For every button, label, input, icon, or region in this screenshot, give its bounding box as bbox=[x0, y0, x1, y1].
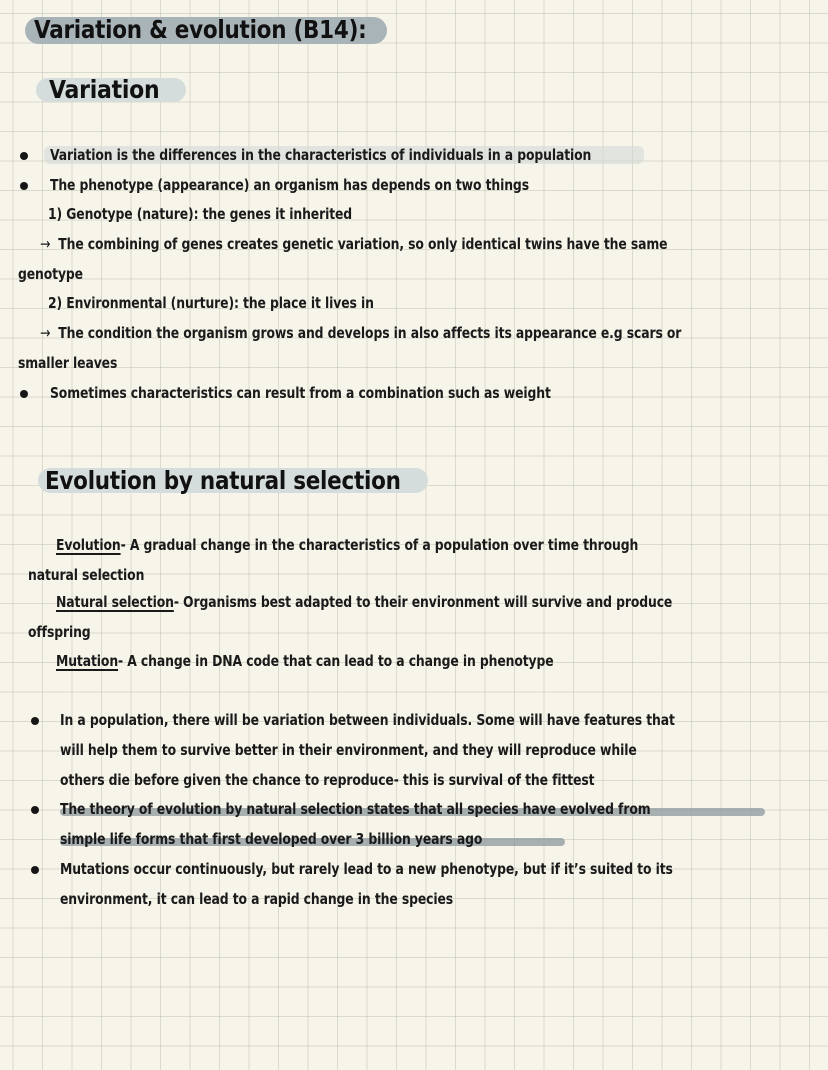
definition-term: Evolution bbox=[56, 536, 121, 554]
evolution-bullet-2-line2 bbox=[60, 829, 588, 849]
definition-term: Natural selection bbox=[56, 593, 174, 611]
evolution-bullet-3-line2 bbox=[60, 889, 551, 909]
evolution-bullet-2-line1 bbox=[60, 799, 798, 819]
bullet-icon bbox=[20, 390, 28, 398]
genotype-detail-text-2: genotype bbox=[18, 265, 83, 283]
definition-text: - A change in DNA code that can lead to a change in phenotype bbox=[118, 652, 554, 670]
genotype-line bbox=[48, 204, 428, 224]
arrow-right-icon: → bbox=[40, 324, 51, 342]
variation-heading bbox=[49, 74, 174, 106]
page-title-text: Variation & evolution (B14): bbox=[34, 15, 367, 44]
evolution-bullet-3-line1 bbox=[60, 859, 826, 879]
definition-text: - A gradual change in the characteristics of a population over time through bbox=[120, 536, 639, 554]
evolution-bullet-text: others die before given the chance to reproduce- this is survival of the fittest bbox=[60, 771, 595, 789]
definition-natural-selection bbox=[56, 592, 826, 612]
definition-mutation bbox=[56, 651, 678, 671]
evolution-bullet-1-line1 bbox=[60, 710, 828, 730]
evolution-bullet-text: Mutations occur continuously, but rarely lead to a new phenotype, but if it’s suited to its bbox=[60, 860, 673, 878]
definition-evolution-line2 bbox=[28, 565, 173, 585]
definition-text: - Organisms best adapted to their environment will survive and produce bbox=[173, 593, 673, 611]
variation-heading-text: Variation bbox=[49, 75, 160, 104]
evolution-bullet-text: The theory of evolution by natural selection states that all species have evolved from bbox=[60, 800, 651, 818]
environmental-line bbox=[48, 293, 455, 313]
bullet-icon bbox=[20, 182, 28, 190]
genotype-text: : the genes it inherited bbox=[193, 205, 353, 223]
variation-bullet-2 bbox=[50, 175, 649, 195]
genotype-detail-line1 bbox=[40, 234, 824, 254]
variation-bullet-2-text: The phenotype (appearance) an organism has depends on two things bbox=[50, 176, 529, 194]
evolution-bullet-1-line3 bbox=[60, 770, 728, 790]
evolution-bullet-text: simple life forms that first developed over 3 billion years ago bbox=[60, 830, 483, 848]
variation-bullet-1-text: Variation is the differences in the characteristics of individuals in a population bbox=[50, 146, 592, 164]
arrow-right-icon: → bbox=[40, 235, 51, 253]
genotype-label: 1) Genotype (nature) bbox=[48, 205, 194, 223]
environmental-label: 2) Environmental (nurture) bbox=[48, 294, 234, 312]
bullet-icon bbox=[31, 866, 39, 874]
bullet-icon bbox=[20, 152, 28, 160]
evolution-bullet-text: environment, it can lead to a rapid change in the species bbox=[60, 890, 454, 908]
variation-bullet-1 bbox=[50, 145, 727, 165]
genotype-detail-line2 bbox=[18, 264, 99, 284]
environmental-detail-text: The condition the organism grows and develops in also affects its appearance e.g scars or bbox=[58, 324, 682, 342]
bullet-icon bbox=[31, 806, 39, 814]
evolution-bullet-text: will help them to survive better in their environment, and they will reproduce while bbox=[60, 741, 637, 759]
definition-natural-selection-line2 bbox=[28, 622, 106, 642]
page-title bbox=[34, 14, 421, 46]
genotype-detail-text: The combining of genes creates genetic variation, so only identical twins have the same bbox=[58, 235, 668, 253]
environmental-text: : the place it lives in bbox=[234, 294, 374, 312]
environmental-detail-text-2: smaller leaves bbox=[18, 354, 118, 372]
environmental-detail-line2 bbox=[18, 353, 142, 373]
variation-bullet-3 bbox=[50, 383, 676, 403]
variation-bullet-3-text: Sometimes characteristics can result from a combination such as weight bbox=[50, 384, 551, 402]
definition-text-2: offspring bbox=[28, 623, 91, 641]
definition-term: Mutation bbox=[56, 652, 119, 670]
definition-evolution bbox=[56, 535, 784, 555]
evolution-heading-text: Evolution by natural selection bbox=[45, 466, 401, 495]
environmental-detail-line1 bbox=[40, 323, 828, 343]
definition-text-2: natural selection bbox=[28, 566, 145, 584]
evolution-heading bbox=[45, 465, 459, 497]
evolution-bullet-1-line2 bbox=[60, 740, 781, 760]
bullet-icon bbox=[31, 717, 39, 725]
evolution-bullet-text: In a population, there will be variation between individuals. Some will have features that bbox=[60, 711, 675, 729]
